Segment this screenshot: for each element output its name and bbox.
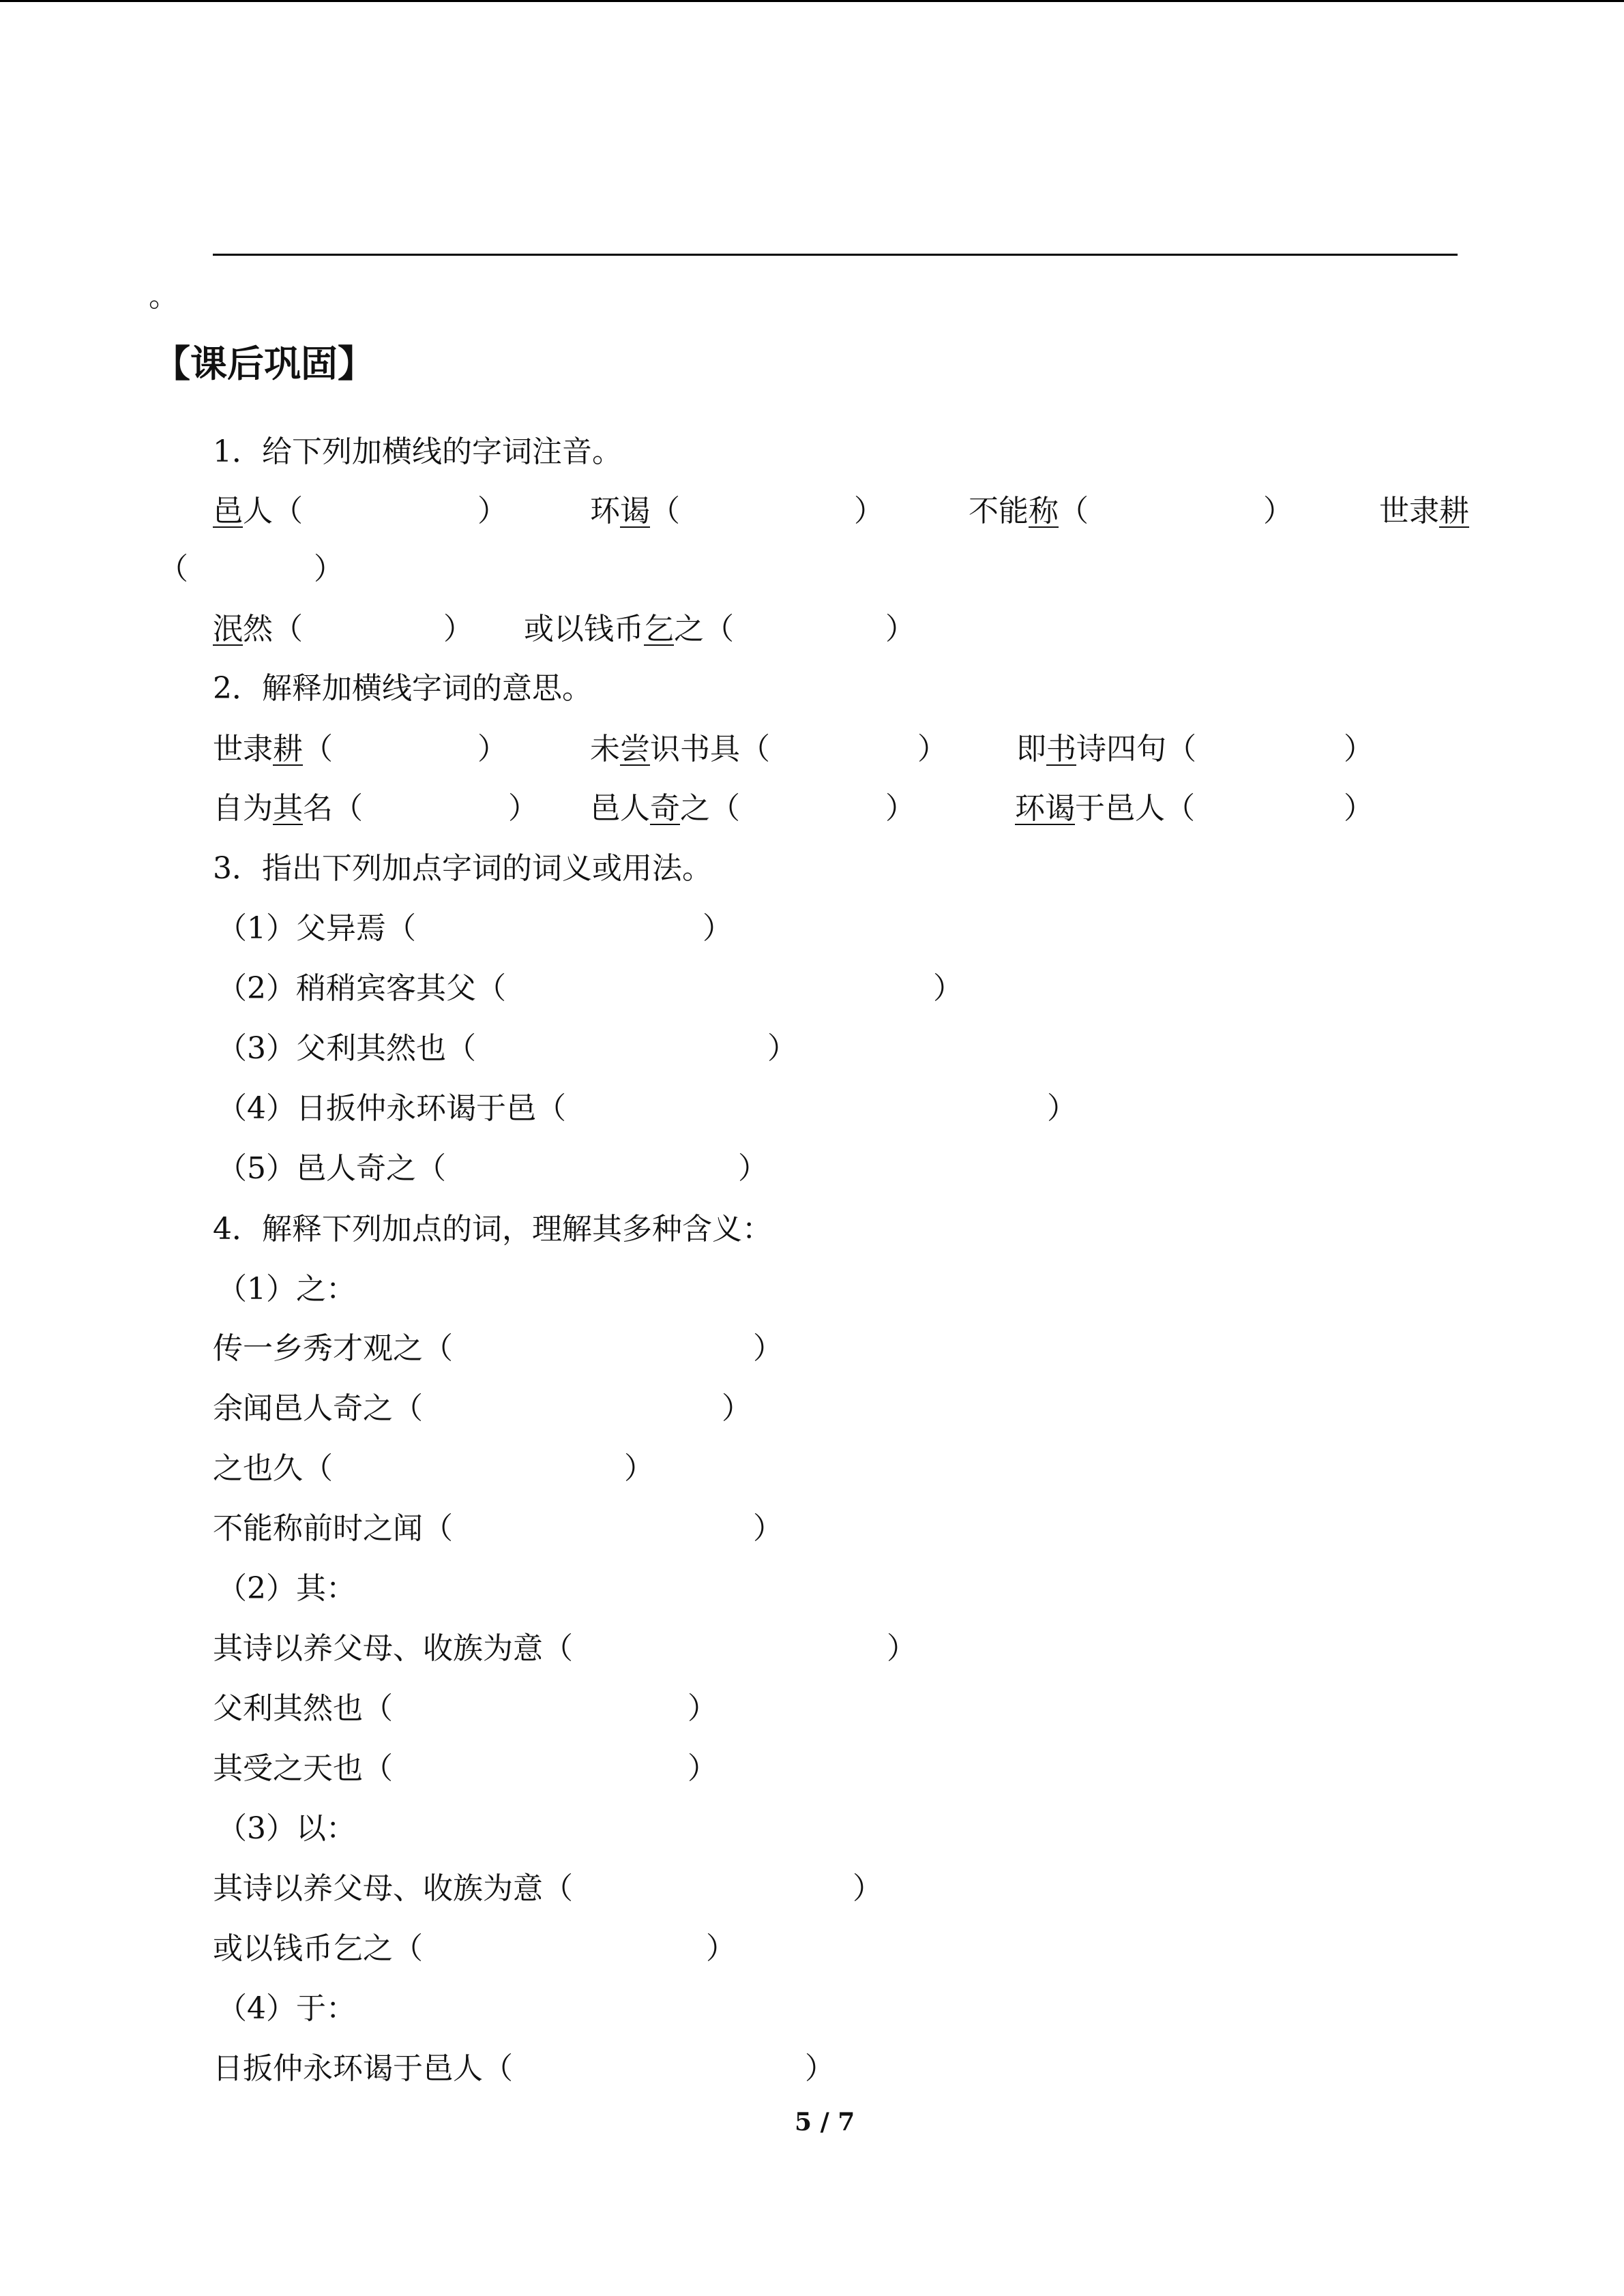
q2-item-1-close: ） — [477, 732, 507, 766]
q3-item-2: （2）稍稍宾客其父（ — [217, 971, 506, 1006]
q3-item-2-close: ） — [933, 971, 963, 1006]
q4-g1-item-3-close: ） — [624, 1451, 654, 1486]
q1-item-6: 或以钱币乞之（ — [524, 612, 734, 646]
q1-title: 1．给下列加横线的字词注音。 — [213, 434, 622, 469]
q4-g3-item-1-close: ） — [853, 1871, 883, 1906]
answer-line — [213, 254, 1458, 256]
q4-g1-item-4-close: ） — [753, 1511, 783, 1546]
q3-item-1-close: ） — [703, 911, 733, 946]
q2-item-5-close: ） — [885, 791, 915, 826]
q4-g4-item-1: 日扳仲永环谒于邑人（ — [213, 2051, 513, 2086]
q4-g1-item-2: 余闻邑人奇之（ — [213, 1391, 423, 1426]
q3-item-3: （3）父利其然也（ — [217, 1031, 476, 1066]
q2-item-2-close: ） — [917, 732, 947, 766]
end-mark: 。 — [149, 279, 179, 314]
q1-item-2-close: ） — [854, 494, 884, 528]
q2-title: 2．解释加横线字词的意思。 — [213, 671, 592, 706]
q4-group-4-label: （4）于： — [217, 1991, 356, 2026]
q4-g2-item-2: 父利其然也（ — [213, 1691, 393, 1726]
q1-item-6-close: ） — [885, 612, 915, 646]
q2-item-6-close: ） — [1344, 791, 1374, 826]
q4-g4-item-1-close: ） — [805, 2051, 835, 2086]
q4-g2-item-1-close: ） — [887, 1631, 917, 1666]
q2-item-4-close: ） — [508, 791, 538, 826]
q2-item-1: 世隶耕（ — [213, 732, 333, 766]
q3-item-1: （1）父异焉（ — [217, 911, 416, 946]
q1-item-4-open: （ — [158, 552, 188, 586]
q2-item-6: 环谒于邑人（ — [1015, 791, 1195, 826]
q4-g2-item-3-close: ） — [688, 1751, 718, 1786]
q4-group-3-label: （3）以： — [217, 1811, 356, 1846]
q2-item-3-close: ） — [1344, 732, 1374, 766]
q4-g1-item-2-close: ） — [722, 1391, 752, 1426]
q1-item-1: 邑人（ — [213, 494, 303, 528]
q1-item-1-close: ） — [477, 494, 507, 528]
q2-item-5: 邑人奇之（ — [590, 791, 740, 826]
q1-item-5-close: ） — [443, 612, 473, 646]
q1-item-3: 不能称（ — [969, 494, 1089, 528]
q1-item-3-close: ） — [1263, 494, 1293, 528]
section-heading: 【课后巩固】 — [153, 342, 374, 385]
q4-g2-item-1: 其诗以养父母、收族为意（ — [213, 1631, 573, 1666]
q4-group-1-label: （1）之： — [217, 1272, 356, 1307]
q3-item-5: （5）邑人奇之（ — [217, 1151, 446, 1186]
q1-item-2: 环谒（ — [590, 494, 680, 528]
q4-g1-item-3: 之也久（ — [213, 1451, 333, 1486]
q4-group-2-label: （2）其： — [217, 1571, 356, 1606]
page-number: 5 / 7 — [795, 2108, 855, 2136]
q4-g1-item-1: 传一乡秀才观之（ — [213, 1331, 453, 1366]
q1-item-4-close: ） — [314, 552, 344, 586]
q1-item-4: 世隶耕 — [1379, 494, 1469, 528]
q3-item-5-close: ） — [738, 1151, 768, 1186]
q4-g3-item-2: 或以钱币乞之（ — [213, 1931, 423, 1966]
q2-item-3: 即书诗四句（ — [1016, 732, 1196, 766]
q4-g2-item-2-close: ） — [688, 1691, 718, 1726]
q4-g1-item-1-close: ） — [753, 1331, 783, 1366]
q2-item-2: 未尝识书具（ — [590, 732, 770, 766]
q4-title: 4．解释下列加点的词，理解其多种含义： — [213, 1212, 772, 1247]
q1-item-5: 泯然（ — [213, 612, 303, 646]
q4-g1-item-4: 不能称前时之闻（ — [213, 1511, 453, 1546]
q3-item-3-close: ） — [767, 1031, 797, 1066]
q3-item-4-close: ） — [1047, 1091, 1077, 1126]
page-top-border — [0, 0, 1624, 2]
q4-g3-item-1: 其诗以养父母、收族为意（ — [213, 1871, 573, 1906]
q3-title: 3．指出下列加点字词的词义或用法。 — [213, 851, 712, 886]
q2-item-4: 自为其名（ — [213, 791, 363, 826]
q4-g3-item-2-close: ） — [706, 1931, 736, 1966]
q4-g2-item-3: 其受之天也（ — [213, 1751, 393, 1786]
q3-item-4: （4）日扳仲永环谒于邑（ — [217, 1091, 566, 1126]
